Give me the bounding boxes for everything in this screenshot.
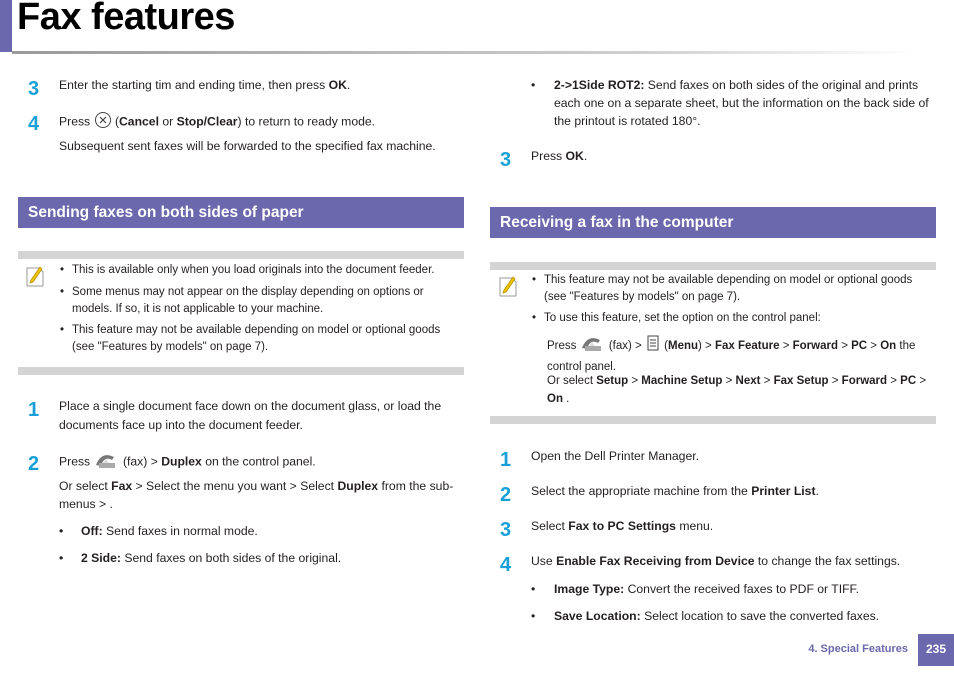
step-text: Press (Cancel or Stop/Clear) to return to ready mode. [59,111,375,134]
or-select-text: Or select Setup > Machine Setup > Next > Fax Setup > Forward > PC > On . [547,375,927,405]
option-item: • Image Type: Convert the received faxes to PDF or TIFF. [531,582,860,596]
section-header: Receiving a fax in the computer [490,207,936,238]
step-text: Place a single document face down on the document glass, or load the documents face up into the document feeder. [59,399,442,432]
step-number: 4 [28,113,40,135]
step-text: Use Enable Fax Receiving from Device to change the fax settings. [531,554,901,568]
fax-icon [94,451,120,474]
title-accent-bar [0,0,12,52]
step-number: 2 [500,484,512,506]
note-item: • Some menus may not appear on the display depending on options or models. If so, it is not applicable to your machine. [60,286,424,315]
option-item: • Save Location: Select location to save the converted faxes. [531,609,880,623]
step-text: Press (fax) > Duplex on the control panel. [59,451,316,474]
step-text: Enter the starting tim and ending time, then press OK. [59,78,351,92]
step-number: 1 [500,449,512,471]
option-item: • 2->1Side ROT2: Send faxes on both sides of the original and prints each one on a separate sheet, but the information on the back side of the printout is rotated 180°. [531,78,929,128]
note-item: • This feature may not be available depending on model or optional goods (see "Features by models" on page 7). [532,274,913,303]
step-number: 2 [28,453,40,475]
note-item: • This feature may not be available depending on model or optional goods (see "Features by models" on page 7). [60,324,441,353]
step-number: 3 [500,149,512,171]
step-number: 4 [500,554,512,576]
step-number: 1 [28,399,40,421]
option-item: • 2 Side: Send faxes on both sides of the original. [59,551,342,565]
press-instructions: Press (fax) > (Menu) > Fax Feature > Forward > PC > On the control panel. [547,334,937,376]
step-text: Select the appropriate machine from the Printer List. [531,484,819,498]
menu-icon [645,335,661,357]
page-number: 235 [918,634,954,666]
or-select-text: Or select Fax > Select the menu you want > Select Duplex from the sub-menus > . [59,479,454,511]
fax-icon [580,334,606,358]
note-item: • This is available only when you load originals into the document feeder. [60,264,435,276]
option-item: • Off: Send faxes in normal mode. [59,524,258,538]
subsequent-text: Subsequent sent faxes will be forwarded to the specified fax machine. [59,139,436,153]
note-icon [498,274,518,298]
footer-section-label: 4. Special Features [808,643,908,655]
step-number: 3 [500,519,512,541]
title-rule [12,51,917,54]
step-number: 3 [28,78,40,100]
step-text: Open the Dell Printer Manager. [531,449,700,463]
step-text: Press OK. [531,149,588,163]
note-item: • To use this feature, set the option on the control panel: [532,312,821,324]
step-text: Select Fax to PC Settings menu. [531,519,714,533]
cancel-icon [94,111,112,134]
page-title: Fax features [17,0,235,38]
note-icon [25,264,45,288]
section-header: Sending faxes on both sides of paper [18,197,464,228]
